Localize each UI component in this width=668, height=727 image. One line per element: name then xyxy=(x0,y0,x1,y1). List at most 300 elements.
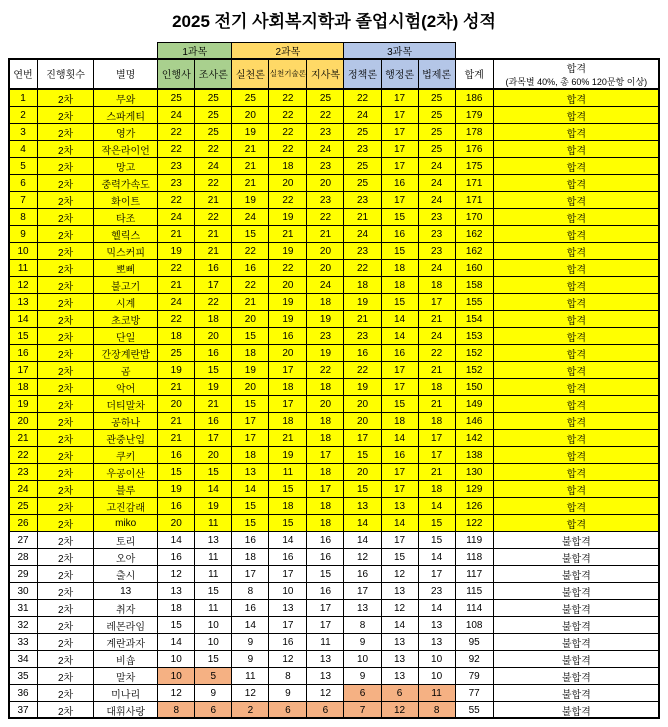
total-cell: 153 xyxy=(455,328,493,345)
round-cell: 2차 xyxy=(38,226,94,243)
table-row xyxy=(9,277,660,294)
row-number-cell: 23 xyxy=(9,464,38,481)
total-cell: 77 xyxy=(455,685,493,702)
table-row xyxy=(9,209,660,226)
score-cell: 22 xyxy=(269,89,307,107)
score-cell: 17 xyxy=(381,362,418,379)
score-cell: 21 xyxy=(232,294,269,311)
nickname-cell: 계란과자 xyxy=(94,634,158,651)
result-cell: 불합격 xyxy=(493,685,659,702)
score-cell: 19 xyxy=(195,379,232,396)
row-number-cell: 37 xyxy=(9,702,38,719)
score-cell: 19 xyxy=(269,209,307,226)
score-cell: 11 xyxy=(195,600,232,617)
score-cell: 16 xyxy=(232,600,269,617)
score-cell: 15 xyxy=(307,566,344,583)
column-header-row xyxy=(9,59,660,90)
score-cell: 23 xyxy=(418,243,455,260)
total-cell: 114 xyxy=(455,600,493,617)
round-cell: 2차 xyxy=(38,175,94,192)
result-header-title: 합격 xyxy=(566,63,586,75)
col-header-nickname: 별명 xyxy=(94,59,158,90)
round-cell: 2차 xyxy=(38,515,94,532)
score-cell: 19 xyxy=(307,345,344,362)
total-cell: 171 xyxy=(455,192,493,209)
score-cell: 22 xyxy=(195,141,232,158)
row-number-cell: 7 xyxy=(9,192,38,209)
score-cell: 23 xyxy=(418,209,455,226)
score-cell: 15 xyxy=(195,464,232,481)
score-cell: 18 xyxy=(307,294,344,311)
row-number-cell: 9 xyxy=(9,226,38,243)
table-row xyxy=(9,583,660,600)
score-cell: 20 xyxy=(307,260,344,277)
score-cell: 25 xyxy=(418,124,455,141)
score-cell: 25 xyxy=(344,158,381,175)
total-cell: 146 xyxy=(455,413,493,430)
score-cell: 19 xyxy=(269,243,307,260)
nickname-cell: 출시 xyxy=(94,566,158,583)
score-cell: 21 xyxy=(232,158,269,175)
score-cell: 16 xyxy=(232,532,269,549)
nickname-cell: 공하나 xyxy=(94,413,158,430)
score-cell: 14 xyxy=(158,532,195,549)
score-cell: 23 xyxy=(307,158,344,175)
score-cell: 17 xyxy=(381,532,418,549)
score-cell: 6 xyxy=(307,702,344,719)
round-cell: 2차 xyxy=(38,413,94,430)
results-table xyxy=(8,42,660,719)
score-cell: 16 xyxy=(195,345,232,362)
table-row xyxy=(9,634,660,651)
score-cell: 20 xyxy=(344,413,381,430)
nickname-cell: 블루 xyxy=(94,481,158,498)
score-cell: 20 xyxy=(344,396,381,413)
score-cell: 22 xyxy=(158,311,195,328)
nickname-cell: 영가 xyxy=(94,124,158,141)
row-number-cell: 10 xyxy=(9,243,38,260)
score-cell: 17 xyxy=(195,430,232,447)
round-cell: 2차 xyxy=(38,362,94,379)
score-cell: 22 xyxy=(269,107,307,124)
score-cell: 12 xyxy=(344,549,381,566)
score-cell: 16 xyxy=(158,498,195,515)
table-row xyxy=(9,124,660,141)
score-cell: 25 xyxy=(418,107,455,124)
score-cell: 10 xyxy=(158,651,195,668)
score-cell: 21 xyxy=(232,175,269,192)
score-cell: 25 xyxy=(307,89,344,107)
score-cell: 20 xyxy=(269,175,307,192)
result-cell: 합격 xyxy=(493,226,659,243)
round-cell: 2차 xyxy=(38,158,94,175)
score-cell: 23 xyxy=(418,226,455,243)
score-cell: 14 xyxy=(381,617,418,634)
score-cell: 22 xyxy=(195,175,232,192)
score-cell: 19 xyxy=(195,498,232,515)
score-cell: 17 xyxy=(269,396,307,413)
score-cell: 13 xyxy=(418,617,455,634)
score-cell: 8 xyxy=(344,617,381,634)
score-cell: 18 xyxy=(381,260,418,277)
group-header-spacer-right xyxy=(455,43,659,59)
round-cell: 2차 xyxy=(38,260,94,277)
result-cell: 합격 xyxy=(493,124,659,141)
row-number-cell: 14 xyxy=(9,311,38,328)
score-cell: 21 xyxy=(307,226,344,243)
score-cell: 15 xyxy=(344,481,381,498)
score-cell: 18 xyxy=(232,549,269,566)
score-cell: 15 xyxy=(344,447,381,464)
score-cell: 15 xyxy=(381,243,418,260)
score-cell: 18 xyxy=(195,311,232,328)
score-cell: 20 xyxy=(195,328,232,345)
round-cell: 2차 xyxy=(38,549,94,566)
score-cell: 23 xyxy=(344,192,381,209)
result-cell: 합격 xyxy=(493,498,659,515)
score-cell: 17 xyxy=(381,379,418,396)
score-cell: 19 xyxy=(232,362,269,379)
score-cell: 25 xyxy=(344,124,381,141)
score-cell: 18 xyxy=(307,515,344,532)
nickname-cell: 뽀삐 xyxy=(94,260,158,277)
score-cell: 25 xyxy=(418,89,455,107)
score-cell: 2 xyxy=(232,702,269,719)
score-cell: 19 xyxy=(344,294,381,311)
result-cell: 합격 xyxy=(493,413,659,430)
row-number-cell: 30 xyxy=(9,583,38,600)
round-cell: 2차 xyxy=(38,430,94,447)
score-cell: 18 xyxy=(307,413,344,430)
row-number-cell: 8 xyxy=(9,209,38,226)
score-cell: 17 xyxy=(381,464,418,481)
result-cell: 합격 xyxy=(493,464,659,481)
score-cell: 19 xyxy=(307,311,344,328)
round-cell: 2차 xyxy=(38,668,94,685)
group-header-subject3: 3과목 xyxy=(344,43,455,59)
row-number-cell: 19 xyxy=(9,396,38,413)
score-cell: 17 xyxy=(269,617,307,634)
score-cell: 10 xyxy=(195,617,232,634)
table-row xyxy=(9,345,660,362)
round-cell: 2차 xyxy=(38,379,94,396)
score-cell: 20 xyxy=(158,515,195,532)
total-cell: 154 xyxy=(455,311,493,328)
score-cell: 15 xyxy=(381,549,418,566)
round-cell: 2차 xyxy=(38,277,94,294)
result-cell: 불합격 xyxy=(493,668,659,685)
score-cell: 9 xyxy=(195,685,232,702)
nickname-cell: 우공이산 xyxy=(94,464,158,481)
score-cell: 14 xyxy=(418,549,455,566)
score-cell: 17 xyxy=(232,566,269,583)
score-cell: 11 xyxy=(307,634,344,651)
table-row xyxy=(9,430,660,447)
score-cell: 6 xyxy=(269,702,307,719)
nickname-cell: 초코방 xyxy=(94,311,158,328)
table-row xyxy=(9,464,660,481)
total-cell: 162 xyxy=(455,243,493,260)
score-cell: 19 xyxy=(269,294,307,311)
table-row xyxy=(9,600,660,617)
score-cell: 18 xyxy=(418,379,455,396)
score-cell: 21 xyxy=(158,413,195,430)
score-cell: 18 xyxy=(269,413,307,430)
score-cell: 17 xyxy=(418,447,455,464)
score-cell: 13 xyxy=(381,498,418,515)
score-cell: 21 xyxy=(269,226,307,243)
score-cell: 17 xyxy=(307,617,344,634)
score-cell: 17 xyxy=(232,413,269,430)
score-cell: 5 xyxy=(195,668,232,685)
row-number-cell: 1 xyxy=(9,89,38,107)
row-number-cell: 24 xyxy=(9,481,38,498)
row-number-cell: 25 xyxy=(9,498,38,515)
score-cell: 22 xyxy=(232,277,269,294)
score-cell: 17 xyxy=(344,583,381,600)
score-cell: 16 xyxy=(344,345,381,362)
score-cell: 9 xyxy=(344,634,381,651)
result-cell: 합격 xyxy=(493,260,659,277)
table-row xyxy=(9,413,660,430)
round-cell: 2차 xyxy=(38,243,94,260)
round-cell: 2차 xyxy=(38,532,94,549)
col-header-josaron: 조사론 xyxy=(195,59,232,90)
score-cell: 14 xyxy=(418,600,455,617)
score-cell: 21 xyxy=(232,141,269,158)
total-cell: 155 xyxy=(455,294,493,311)
score-cell: 10 xyxy=(418,651,455,668)
score-cell: 17 xyxy=(418,294,455,311)
score-cell: 24 xyxy=(158,294,195,311)
score-cell: 19 xyxy=(158,362,195,379)
score-cell: 22 xyxy=(232,243,269,260)
table-row xyxy=(9,566,660,583)
score-cell: 17 xyxy=(269,362,307,379)
score-cell: 22 xyxy=(269,124,307,141)
score-cell: 16 xyxy=(232,260,269,277)
score-cell: 16 xyxy=(158,447,195,464)
col-header-silcheongisulron: 실천기술론 xyxy=(269,59,307,90)
total-cell: 160 xyxy=(455,260,493,277)
nickname-cell: 화이트 xyxy=(94,192,158,209)
score-cell: 14 xyxy=(344,515,381,532)
score-cell: 19 xyxy=(232,124,269,141)
score-cell: 20 xyxy=(307,175,344,192)
score-cell: 19 xyxy=(158,243,195,260)
score-cell: 21 xyxy=(158,277,195,294)
row-number-cell: 26 xyxy=(9,515,38,532)
result-cell: 합격 xyxy=(493,192,659,209)
round-cell: 2차 xyxy=(38,481,94,498)
col-header-jeongchaekron: 정책론 xyxy=(344,59,381,90)
score-cell: 12 xyxy=(232,685,269,702)
round-cell: 2차 xyxy=(38,583,94,600)
result-cell: 합격 xyxy=(493,447,659,464)
col-header-silcheonron: 실천론 xyxy=(232,59,269,90)
score-cell: 15 xyxy=(269,515,307,532)
score-cell: 21 xyxy=(158,379,195,396)
score-cell: 21 xyxy=(158,226,195,243)
score-cell: 18 xyxy=(269,379,307,396)
score-cell: 21 xyxy=(344,209,381,226)
total-cell: 119 xyxy=(455,532,493,549)
nickname-cell: 토리 xyxy=(94,532,158,549)
score-cell: 18 xyxy=(307,498,344,515)
round-cell: 2차 xyxy=(38,396,94,413)
score-cell: 20 xyxy=(195,447,232,464)
score-cell: 24 xyxy=(158,107,195,124)
score-cell: 23 xyxy=(344,243,381,260)
total-cell: 170 xyxy=(455,209,493,226)
score-cell: 23 xyxy=(418,583,455,600)
score-cell: 12 xyxy=(269,651,307,668)
score-cell: 20 xyxy=(269,277,307,294)
score-cell: 17 xyxy=(381,141,418,158)
score-cell: 12 xyxy=(381,702,418,719)
score-cell: 13 xyxy=(418,634,455,651)
round-cell: 2차 xyxy=(38,107,94,124)
result-cell: 합격 xyxy=(493,311,659,328)
row-number-cell: 31 xyxy=(9,600,38,617)
score-cell: 11 xyxy=(418,685,455,702)
nickname-cell: miko xyxy=(94,515,158,532)
score-cell: 22 xyxy=(195,209,232,226)
result-header-note: (과목별 40%, 총 60% 120문항 이상) xyxy=(505,76,648,87)
score-cell: 23 xyxy=(307,328,344,345)
col-header-haengjeongron: 행정론 xyxy=(381,59,418,90)
round-cell: 2차 xyxy=(38,566,94,583)
score-cell: 22 xyxy=(195,294,232,311)
score-cell: 17 xyxy=(418,430,455,447)
table-row xyxy=(9,107,660,124)
result-cell: 불합격 xyxy=(493,549,659,566)
table-row xyxy=(9,668,660,685)
score-cell: 23 xyxy=(307,124,344,141)
score-cell: 17 xyxy=(381,124,418,141)
total-cell: 130 xyxy=(455,464,493,481)
col-header-total: 합계 xyxy=(455,59,493,90)
score-cell: 19 xyxy=(158,481,195,498)
score-cell: 18 xyxy=(269,158,307,175)
nickname-cell: 믹스커피 xyxy=(94,243,158,260)
score-cell: 15 xyxy=(232,396,269,413)
score-cell: 18 xyxy=(381,277,418,294)
score-cell: 13 xyxy=(195,532,232,549)
total-cell: 142 xyxy=(455,430,493,447)
col-header-result xyxy=(493,59,659,90)
score-cell: 8 xyxy=(232,583,269,600)
row-number-cell: 27 xyxy=(9,532,38,549)
score-cell: 12 xyxy=(158,685,195,702)
row-number-cell: 33 xyxy=(9,634,38,651)
result-cell: 합격 xyxy=(493,209,659,226)
result-cell: 합격 xyxy=(493,277,659,294)
score-cell: 16 xyxy=(381,447,418,464)
score-cell: 16 xyxy=(195,260,232,277)
score-cell: 10 xyxy=(269,583,307,600)
score-cell: 17 xyxy=(344,430,381,447)
nickname-cell: 미나리 xyxy=(94,685,158,702)
score-cell: 10 xyxy=(158,668,195,685)
total-cell: 92 xyxy=(455,651,493,668)
nickname-cell: 오아 xyxy=(94,549,158,566)
row-number-cell: 16 xyxy=(9,345,38,362)
score-cell: 9 xyxy=(269,685,307,702)
nickname-cell: 취자 xyxy=(94,600,158,617)
score-cell: 24 xyxy=(232,209,269,226)
score-cell: 18 xyxy=(344,277,381,294)
row-number-cell: 13 xyxy=(9,294,38,311)
total-cell: 186 xyxy=(455,89,493,107)
score-cell: 13 xyxy=(381,583,418,600)
table-row xyxy=(9,396,660,413)
result-cell: 합격 xyxy=(493,175,659,192)
total-cell: 149 xyxy=(455,396,493,413)
score-cell: 14 xyxy=(381,515,418,532)
col-header-beopjeron: 법제론 xyxy=(418,59,455,90)
score-cell: 15 xyxy=(232,498,269,515)
round-cell: 2차 xyxy=(38,447,94,464)
score-cell: 18 xyxy=(232,447,269,464)
table-row xyxy=(9,311,660,328)
nickname-cell: 불고기 xyxy=(94,277,158,294)
row-number-cell: 4 xyxy=(9,141,38,158)
row-number-cell: 2 xyxy=(9,107,38,124)
row-number-cell: 32 xyxy=(9,617,38,634)
round-cell: 2차 xyxy=(38,702,94,719)
score-cell: 13 xyxy=(307,668,344,685)
score-cell: 13 xyxy=(158,583,195,600)
round-cell: 2차 xyxy=(38,89,94,107)
score-cell: 14 xyxy=(232,481,269,498)
total-cell: 175 xyxy=(455,158,493,175)
score-cell: 16 xyxy=(344,566,381,583)
table-row xyxy=(9,226,660,243)
score-cell: 20 xyxy=(344,464,381,481)
score-cell: 21 xyxy=(344,311,381,328)
score-cell: 18 xyxy=(418,413,455,430)
nickname-cell: 헬릭스 xyxy=(94,226,158,243)
table-row xyxy=(9,294,660,311)
score-cell: 20 xyxy=(307,396,344,413)
results-table-wrap xyxy=(8,42,660,719)
score-cell: 17 xyxy=(381,481,418,498)
table-row xyxy=(9,481,660,498)
col-header-no: 연번 xyxy=(9,59,38,90)
score-cell: 22 xyxy=(307,362,344,379)
score-cell: 17 xyxy=(195,277,232,294)
score-cell: 13 xyxy=(381,634,418,651)
score-cell: 12 xyxy=(381,600,418,617)
nickname-cell: 악어 xyxy=(94,379,158,396)
score-cell: 16 xyxy=(381,226,418,243)
result-cell: 합격 xyxy=(493,328,659,345)
score-cell: 22 xyxy=(269,192,307,209)
score-cell: 15 xyxy=(418,515,455,532)
score-cell: 23 xyxy=(307,192,344,209)
page-title: 2025 전기 사회복지학과 졸업시험(2차) 성적 xyxy=(172,12,496,31)
result-cell: 불합격 xyxy=(493,617,659,634)
score-cell: 21 xyxy=(195,226,232,243)
nickname-cell: 작은라이언 xyxy=(94,141,158,158)
score-cell: 13 xyxy=(381,651,418,668)
total-cell: 115 xyxy=(455,583,493,600)
score-cell: 22 xyxy=(344,260,381,277)
nickname-cell: 대휘사랑 xyxy=(94,702,158,719)
score-cell: 14 xyxy=(195,481,232,498)
round-cell: 2차 xyxy=(38,634,94,651)
